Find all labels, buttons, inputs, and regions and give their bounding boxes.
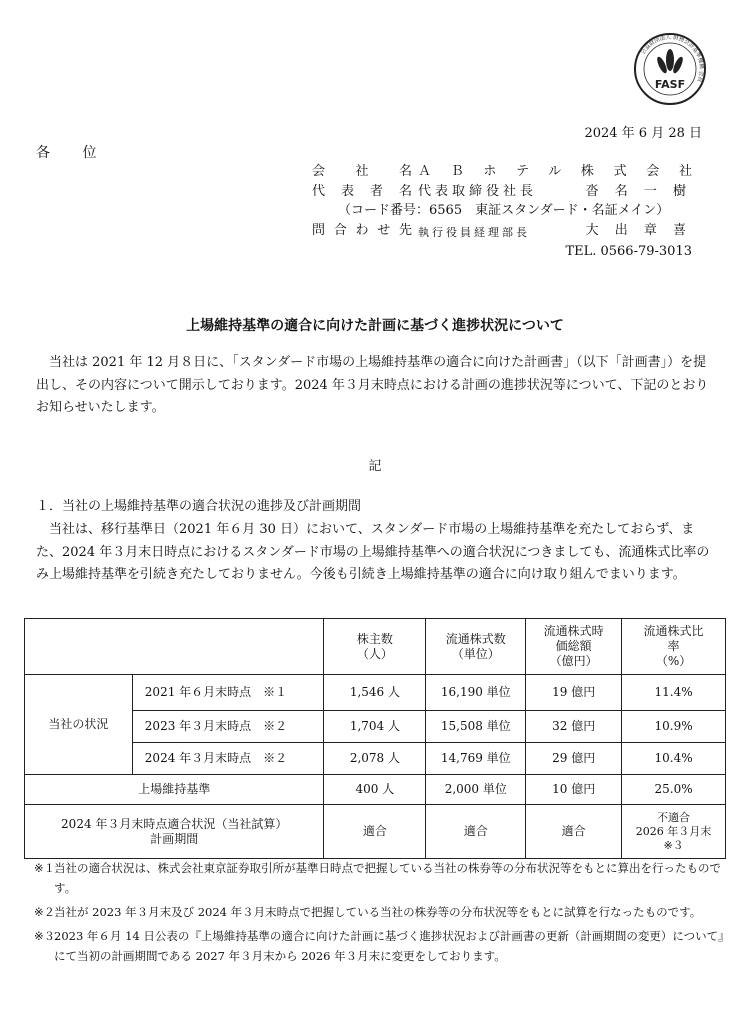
ki-heading: 記 [368,459,382,474]
header-tradable-shares: 流通株式数 （単位） [426,619,526,675]
cell: 1,546 人 [324,675,426,711]
telephone: TEL. 0566-79-3013 [565,244,692,259]
cell: 16,190 単位 [426,675,526,711]
contact-title: 執行役員経理部長 [418,225,530,239]
code-row [312,201,692,221]
cell: 10.9% [622,711,726,743]
footnote-text: 2023 年６月 14 日公表の『上場維持基準の適合に向けた計画に基づく進捗状況および計画書の更新（計画期間の変更）について』にて当初の計画期間である 2027 年３月末から 2026 年３月末に変更をしております。 [54,929,724,963]
footnote-text: 当社の適合状況は、株式会社東京証券取引所が基準日時点で把握している当社の株券等の分布状況等をもとに算出を行ったものです。 [54,861,721,895]
standard-label: 上場維持基準 [25,775,324,805]
footnote-mark: ※２. [34,905,59,919]
footnote [34,902,724,922]
leaf-icon [655,49,684,75]
header-shareholders: 株主数 （人） [324,619,426,675]
footnote [34,926,724,966]
cell: 25.0% [622,775,726,805]
addressee: 各 位 [36,145,111,161]
cell: 不適合 2026 年３月末 ※３ [622,805,726,859]
cell: 10.4% [622,743,726,775]
cell: 32 億円 [526,711,622,743]
representative-label: 代表者名 [312,183,412,199]
company-row [312,162,692,182]
cell: 29 億円 [526,743,622,775]
group-label: 当社の状況 [25,675,133,775]
intro-paragraph: 当社は 2021 年 12 月８日に、「スタンダード市場の上場維持基準の適合に向けた計画書」（以下「計画書」）を提出し、その内容について開示しております。2024 年３月末時点における計画の進捗状況等について、下記のとおりお知らせいたします。 [36,355,709,415]
row-label: 2024 年３月末時点 ※２ [132,743,324,775]
footnote [34,858,724,898]
cell: 適合 [526,805,622,859]
contact-row [312,221,692,243]
contact-value [412,221,692,243]
cell: 1,704 人 [324,711,426,743]
cell: 15,508 単位 [426,711,526,743]
status-row [25,805,726,859]
cell: 2,000 単位 [426,775,526,805]
table-header-row [25,619,726,675]
logo-mark-text: FASF [654,78,686,91]
header-market-cap: 流通株式時 価総額 （億円） [526,619,622,675]
representative-value [412,182,692,202]
cell: 400 人 [324,775,426,805]
representative-row [312,182,692,202]
status-label: 2024 年３月末時点適合状況（当社試算） 計画期間 [25,805,324,859]
footnote-mark: ※１. [34,861,59,875]
stock-code: （コード番号：6565 東証スタンダード・名証メイン） [338,203,670,218]
row-label: 2023 年３月末時点 ※２ [132,711,324,743]
cell: 19 億円 [526,675,622,711]
cell: 10 億円 [526,775,622,805]
section-body: 当社は、移行基準日（2021 年６月 30 日）において、スタンダード市場の上場維持基準を充たしておらず、また、2024 年３月末日時点におけるスタンダード市場の上場維持基準への適合状況につきましても、流通株式比率のみ上場維持基準を引続き充たしておりません。今後も引続き上場維持基準の適合に向け取り組んでまいります。 [36,522,710,582]
section-heading: １．当社の上場維持基準の適合状況の進捗及び計画期間 [36,499,362,514]
cell: 適合 [324,805,426,859]
header-tradable-ratio: 流通株式比 率 （%） [622,619,726,675]
company-label: 会 社 名 [312,164,412,179]
table-row [25,675,726,711]
row-label: 2021 年６月末時点 ※１ [132,675,324,711]
footnote-mark: ※３. [34,929,59,943]
representative-name: 沓 名 一 樹 [585,183,692,199]
footnote-text: 当社が 2023 年３月末及び 2024 年３月末時点で把握している当社の株券等の分布状況等をもとに試算を行なったものです。 [54,905,702,919]
compliance-table [24,618,726,859]
issue-date: 2024 年 6 月 28 日 [584,126,702,141]
sender-block [312,162,692,262]
footnotes [34,858,724,970]
cell: 2,078 人 [324,743,426,775]
contact-name: 大 出 章 喜 [585,222,692,238]
cell: 14,769 単位 [426,743,526,775]
cell: 適合 [426,805,526,859]
representative-title: 代表取締役社長 [418,183,538,199]
tel-row [312,242,692,262]
logo-ring-text: 公益財団法人 財務会計基準機構 会員 [640,34,705,83]
standard-row [25,775,726,805]
fasf-logo [633,32,707,106]
table-corner [25,619,324,675]
document-title: 上場維持基準の適合に向けた計画に基づく進捗状況について [186,318,564,334]
cell: 11.4% [622,675,726,711]
company-name: ＡＢホテル株式会社 [418,164,692,179]
contact-label: 問合わせ先 [312,222,412,238]
